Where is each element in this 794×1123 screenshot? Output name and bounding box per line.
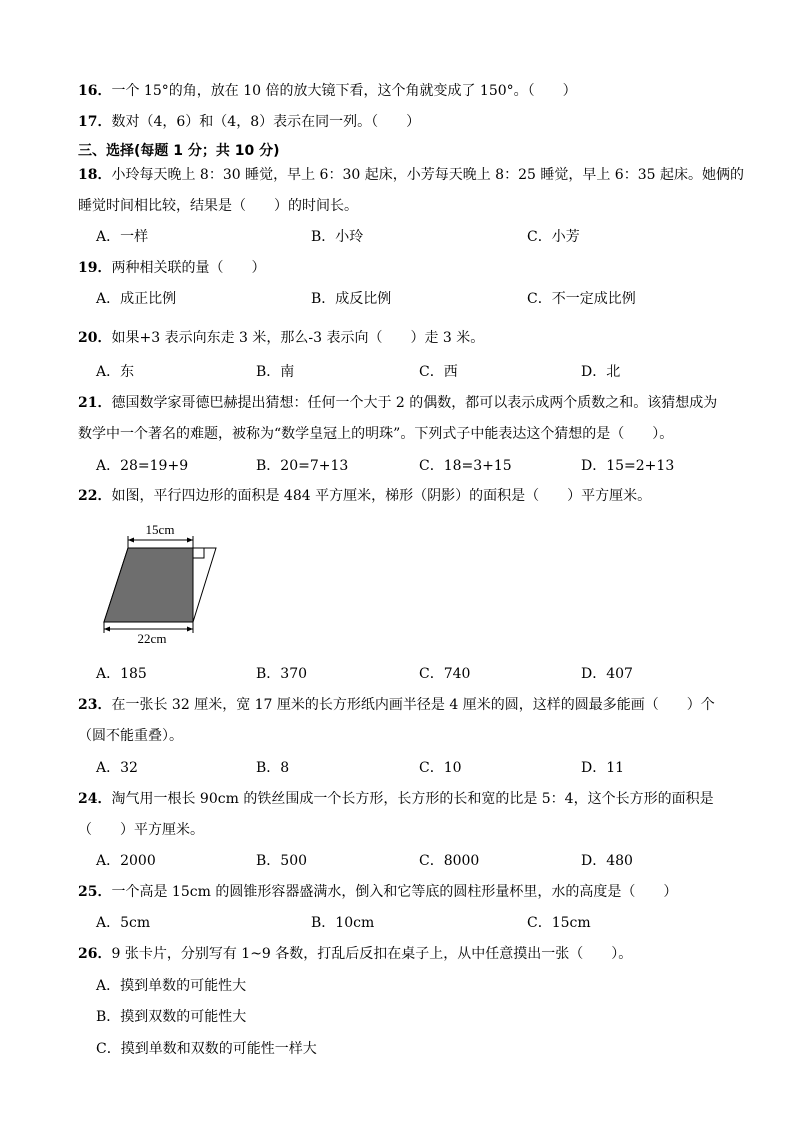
question-text: 在一张长 32 厘米，宽 17 厘米的长方形纸内画半径是 4 厘米的圆，这样的圆最多能画（ ）个 — [111, 697, 715, 713]
question-25 — [78, 882, 677, 902]
option-b[interactable]: B．小玲 — [311, 229, 364, 245]
question-19 — [78, 258, 265, 278]
top-label: 15cm — [145, 522, 175, 537]
bottom-arrow-left — [104, 627, 110, 632]
option-a[interactable]: A．28=19+9 — [96, 458, 189, 474]
option-c[interactable]: C．小芳 — [527, 229, 580, 245]
question-23 — [78, 695, 715, 715]
option-a[interactable]: A．东 — [96, 364, 135, 380]
question-number: 26． — [78, 946, 112, 962]
option-c[interactable]: C．摸到单数和双数的可能性一样大 — [96, 1041, 317, 1057]
top-arrow-right — [187, 538, 193, 543]
question-number: 16． — [78, 83, 112, 99]
option-d[interactable]: D．480 — [581, 853, 633, 869]
question-text: 一个高是 15cm 的圆锥形容器盛满水，倒入和它等底的圆柱形量杯里，水的高度是（ ） — [111, 884, 678, 900]
section-heading: 三、选择(每题 1 分；共 10 分) — [78, 143, 280, 159]
option-d[interactable]: D．北 — [581, 364, 621, 380]
question-number: 22． — [78, 488, 112, 504]
question-number: 19． — [78, 260, 112, 276]
question-text: 小玲每天晚上 8：30 睡觉，早上 6：30 起床，小芳每天晚上 8：25 睡觉，早上 6：35 起床。她俩的 — [111, 167, 744, 183]
question-21-cont: 数学中一个著名的难题，被称为“数学皇冠上的明珠”。下列式子中能表达这个猜想的是（ ）。 — [78, 426, 674, 442]
question-number: 17． — [78, 114, 112, 130]
question-number: 20． — [78, 330, 112, 346]
option-c[interactable]: C．15cm — [527, 915, 591, 931]
question-18 — [78, 165, 744, 185]
question-number: 24． — [78, 791, 112, 807]
question-text: 一个 15°的角，放在 10 倍的放大镜下看，这个角就变成了 150°。（ ） — [111, 83, 577, 99]
option-a[interactable]: A．成正比例 — [96, 291, 177, 307]
option-a[interactable]: A．一样 — [96, 229, 149, 245]
option-b[interactable]: B．成反比例 — [311, 291, 392, 307]
option-b[interactable]: B．南 — [256, 364, 295, 380]
question-text: 数对（4，6）和（4，8）表示在同一列。（ ） — [111, 114, 421, 130]
right-angle-marker — [193, 548, 204, 558]
option-c[interactable]: C．西 — [419, 364, 458, 380]
question-18-cont: 睡觉时间相比较，结果是（ ）的时间长。 — [78, 198, 358, 214]
option-b[interactable]: B．20=7+13 — [256, 458, 349, 474]
option-d[interactable]: D．11 — [581, 760, 625, 776]
question-text: 如图，平行四边形的面积是 484 平方厘米，梯形（阴影）的面积是（ ）平方厘米。 — [111, 488, 652, 504]
bottom-label: 22cm — [137, 631, 167, 646]
question-text: 如果+3 表示向东走 3 米，那么-3 表示向（ ）走 3 米。 — [111, 330, 485, 346]
option-b[interactable]: B．500 — [256, 853, 308, 869]
question-number: 21． — [78, 395, 112, 411]
option-d[interactable]: D．407 — [581, 666, 633, 682]
question-21 — [78, 393, 717, 413]
question-number: 23． — [78, 697, 112, 713]
option-a[interactable]: A．2000 — [96, 853, 156, 869]
option-b[interactable]: B．摸到双数的可能性大 — [96, 1009, 247, 1025]
shaded-trapezoid — [104, 548, 193, 622]
question-17 — [78, 112, 420, 132]
option-b[interactable]: B．10cm — [311, 915, 375, 931]
option-c[interactable]: C．10 — [419, 760, 462, 776]
parallelogram-figure — [96, 518, 231, 650]
bottom-arrow-right — [187, 627, 193, 632]
question-text: 德国数学家哥德巴赫提出猜想：任何一个大于 2 的偶数，都可以表示成两个质数之和。该猜想成为 — [111, 395, 718, 411]
question-text: 9 张卡片，分别写有 1~9 各数，打乱后反扣在桌子上，从中任意摸出一张（ ）。 — [111, 946, 633, 962]
option-d[interactable]: D．15=2+13 — [581, 458, 675, 474]
question-text: 两种相关联的量（ ） — [111, 260, 266, 276]
option-c[interactable]: C．不一定成比例 — [527, 291, 636, 307]
question-number: 18． — [78, 167, 112, 183]
option-a[interactable]: A．摸到单数的可能性大 — [96, 978, 247, 994]
option-c[interactable]: C．740 — [419, 666, 471, 682]
question-23-cont: （圆不能重叠）。 — [78, 728, 183, 744]
question-24 — [78, 789, 714, 809]
question-24-cont: （ ）平方厘米。 — [78, 822, 204, 838]
question-number: 25． — [78, 884, 112, 900]
option-c[interactable]: C．18=3+15 — [419, 458, 512, 474]
option-a[interactable]: A．5cm — [96, 915, 151, 931]
option-b[interactable]: B．8 — [256, 760, 290, 776]
option-a[interactable]: A．32 — [96, 760, 138, 776]
top-arrow-left — [128, 538, 134, 543]
option-c[interactable]: C．8000 — [419, 853, 480, 869]
question-20 — [78, 328, 484, 348]
question-text: 淘气用一根长 90cm 的铁丝围成一个长方形，长方形的长和宽的比是 5：4，这个长方形的面积是 — [111, 791, 714, 807]
option-a[interactable]: A．185 — [96, 666, 147, 682]
option-b[interactable]: B．370 — [256, 666, 308, 682]
question-26 — [78, 944, 632, 964]
question-22 — [78, 486, 651, 506]
question-16 — [78, 81, 577, 101]
